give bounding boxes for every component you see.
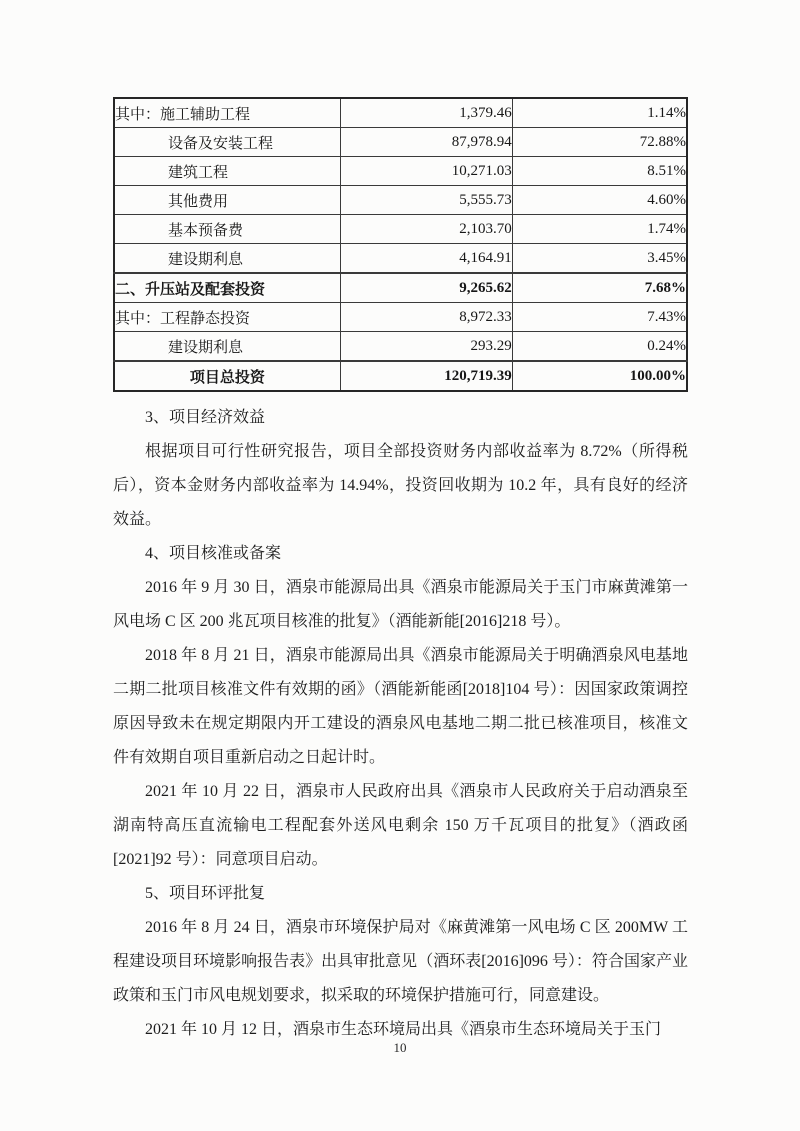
row-label-cell: 设备及安装工程: [114, 128, 340, 157]
row-value-cell: 293.29: [340, 332, 512, 362]
body-text: [113, 401, 688, 1047]
row-value-cell: 9,265.62: [340, 273, 512, 303]
investment-breakdown-table: [113, 97, 688, 392]
table-row: [114, 215, 687, 244]
table-row: [114, 244, 687, 274]
row-percent-cell: 1.14%: [512, 98, 687, 128]
paragraph-approval-2021: 2021 年 10 月 22 日，酒泉市人民政府出具《酒泉市人民政府关于启动酒泉至湖南特高压直流输电工程配套外送风电剩余 150 万千瓦项目的批复》（酒政函[2021]92 号）：同意项目启动。: [113, 783, 688, 868]
row-value-cell: 8,972.33: [340, 303, 512, 332]
paragraph-economic-benefit: 根据项目可行性研究报告，项目全部投资财务内部收益率为 8.72%（所得税后），资本金财务内部收益率为 14.94%，投资回收期为 10.2 年，具有良好的经济效益。: [113, 443, 688, 528]
row-label-cell: 其中：施工辅助工程: [114, 98, 340, 128]
row-label-cell: 建设期利息: [114, 332, 340, 362]
section-heading-economic-benefit: 3、项目经济效益: [145, 409, 266, 426]
page-content: [113, 97, 688, 1047]
row-value-cell: 10,271.03: [340, 157, 512, 186]
row-value-cell: 5,555.73: [340, 186, 512, 215]
row-percent-cell: 8.51%: [512, 157, 687, 186]
row-label-cell: 基本预备费: [114, 215, 340, 244]
table-row: [114, 157, 687, 186]
row-value-cell: 87,978.94: [340, 128, 512, 157]
row-value-cell: 4,164.91: [340, 244, 512, 274]
table-row-section-total: [114, 273, 687, 303]
table-row-grand-total: [114, 361, 687, 391]
row-label-cell: 项目总投资: [114, 361, 340, 391]
paragraph-environmental-2021: 2021 年 10 月 12 日，酒泉市生态环境局出具《酒泉市生态环境局关于玉门: [145, 1021, 662, 1038]
table-row: [114, 128, 687, 157]
table-row: [114, 186, 687, 215]
paragraph-approval-2016: 2016 年 9 月 30 日，酒泉市能源局出具《酒泉市能源局关于玉门市麻黄滩第一风电场 C 区 200 兆瓦项目核准的批复》（酒能新能[2016]218 号）。: [113, 579, 688, 630]
row-value-cell: 2,103.70: [340, 215, 512, 244]
paragraph-environmental-2016: 2016 年 8 月 24 日，酒泉市环境保护局对《麻黄滩第一风电场 C 区 200MW 工程建设项目环境影响报告表》出具审批意见（酒环表[2016]096 号）：符合国家产业政策和玉门市风电规划要求，拟采取的环境保护措施可行，同意建设。: [113, 919, 688, 1004]
table-row: [114, 332, 687, 362]
page-number: 10: [393, 1040, 407, 1055]
row-percent-cell: 3.45%: [512, 244, 687, 274]
row-percent-cell: 1.74%: [512, 215, 687, 244]
row-percent-cell: 7.43%: [512, 303, 687, 332]
section-heading-environmental-approval: 5、项目环评批复: [145, 885, 266, 902]
table-row: [114, 303, 687, 332]
row-value-cell: 120,719.39: [340, 361, 512, 391]
row-percent-cell: 72.88%: [512, 128, 687, 157]
row-label-cell: 其他费用: [114, 186, 340, 215]
row-percent-cell: 100.00%: [512, 361, 687, 391]
paragraph-approval-2018: 2018 年 8 月 21 日，酒泉市能源局出具《酒泉市能源局关于明确酒泉风电基地二期二批项目核准文件有效期的函》（酒能新能函[2018]104 号）：因国家政策调控原因导致未在规定期限内开工建设的酒泉风电基地二期二批已核准项目，核准文件有效期自项目重新启动之日起计时。: [113, 647, 688, 766]
row-label-cell: 建筑工程: [114, 157, 340, 186]
row-value-cell: 1,379.46: [340, 98, 512, 128]
section-heading-project-approval: 4、项目核准或备案: [145, 545, 282, 562]
row-percent-cell: 7.68%: [512, 273, 687, 303]
row-percent-cell: 4.60%: [512, 186, 687, 215]
row-label-cell: 建设期利息: [114, 244, 340, 274]
row-label-cell: 其中：工程静态投资: [114, 303, 340, 332]
row-label-cell: 二、升压站及配套投资: [114, 273, 340, 303]
table-row: [114, 98, 687, 128]
row-percent-cell: 0.24%: [512, 332, 687, 362]
